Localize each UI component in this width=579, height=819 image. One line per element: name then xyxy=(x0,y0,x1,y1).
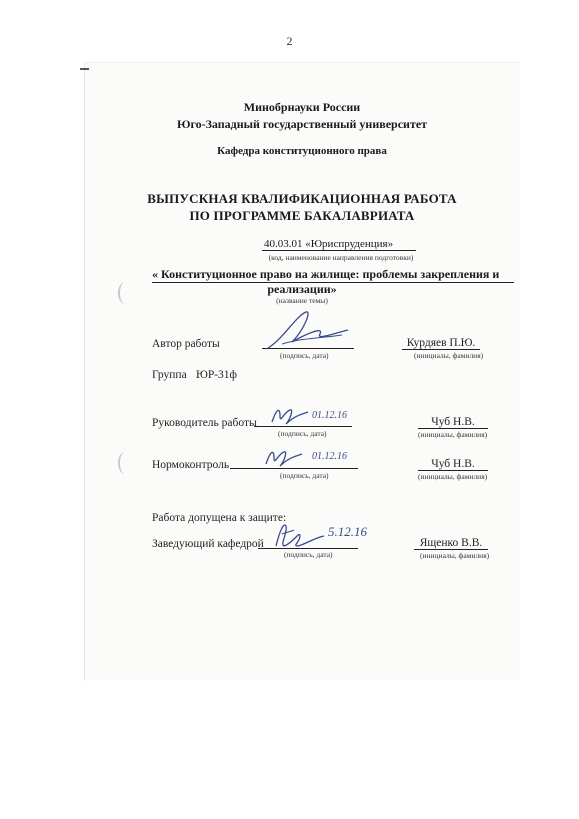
group-value: ЮР-31ф xyxy=(196,369,237,381)
normcontrol-date: 01.12.16 xyxy=(312,451,347,462)
author-name-caption: (инициалы, фамилия) xyxy=(414,351,484,360)
program-value: 40.03.01 «Юриспруденция» xyxy=(262,238,416,251)
group-label: Группа xyxy=(152,369,187,381)
supervisor-label: Руководитель работы xyxy=(152,417,257,429)
admission-text: Работа допущена к защите: xyxy=(152,512,287,524)
normcontrol-sign-caption: (подпись, дата) xyxy=(280,471,329,480)
normcontrol-name-caption: (инициалы, фамилия) xyxy=(418,472,488,481)
author-signature xyxy=(262,308,352,354)
author-label: Автор работы xyxy=(152,338,220,350)
head-name: Ященко В.В. xyxy=(414,537,488,550)
normcontrol-label: Нормоконтроль xyxy=(152,459,230,471)
author-sign-caption: (подпись, дата) xyxy=(280,351,329,360)
program-caption: (код, наименование направления подготовки) xyxy=(268,253,414,262)
work-title-line1: ВЫПУСКНАЯ КВАЛИФИКАЦИОННАЯ РАБОТА xyxy=(147,191,457,206)
punch-hole-bottom xyxy=(118,452,132,474)
topic-line1: « Конституционное право на жилище: проблемы закрепления и xyxy=(152,267,500,281)
normcontrol-name: Чуб Н.В. xyxy=(418,458,488,471)
ministry-name: Минобрнауки России xyxy=(243,100,361,114)
supervisor-name-caption: (инициалы, фамилия) xyxy=(418,430,488,439)
head-sign-caption: (подпись, дата) xyxy=(284,550,333,559)
normcontrol-signature xyxy=(262,446,306,472)
head-date: 5.12.16 xyxy=(328,524,367,539)
supervisor-sign-caption: (подпись, дата) xyxy=(278,429,327,438)
supervisor-signature xyxy=(268,404,312,430)
supervisor-date: 01.12.16 xyxy=(312,410,347,421)
work-title-line2: ПО ПРОГРАММЕ БАКАЛАВРИАТА xyxy=(189,208,415,223)
page-number: 2 xyxy=(286,34,293,48)
author-name: Курдяев П.Ю. xyxy=(402,337,480,350)
department-name: Кафедра конституционного права xyxy=(217,145,387,157)
head-label: Заведующий кафедрой xyxy=(152,538,264,550)
topic-line2: реализации» xyxy=(267,282,337,296)
head-name-caption: (инициалы, фамилия) xyxy=(420,551,490,560)
scan-mark xyxy=(80,68,89,70)
topic-caption: (название темы) xyxy=(276,296,328,305)
supervisor-name: Чуб Н.В. xyxy=(418,416,488,429)
university-name: Юго-Западный государственный университет xyxy=(176,117,428,131)
